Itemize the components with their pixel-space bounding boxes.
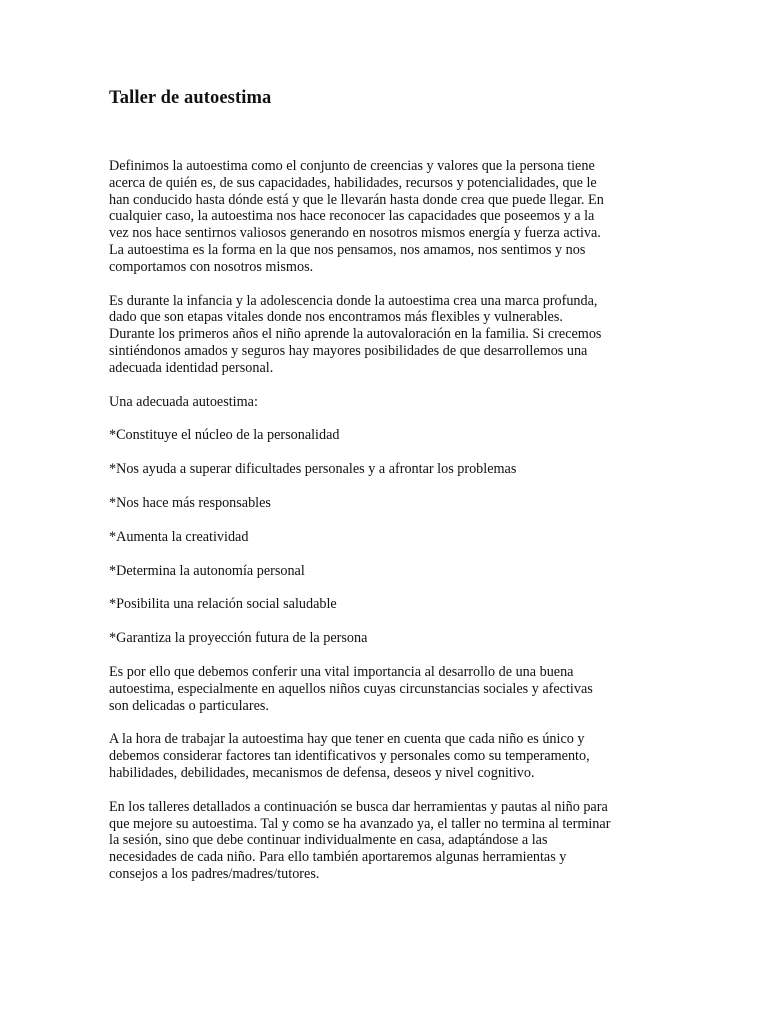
text-line: Definimos la autoestima como el conjunto de creencias y valores que la persona tiene [109,158,595,174]
paragraph-list-intro [109,394,669,411]
list-item: *Aumenta la creatividad [109,528,249,545]
document-title: Taller de autoestima [109,88,272,108]
text-line: consejos a los padres/madres/tutores. [109,865,320,882]
paragraph-importance [109,664,669,714]
text-line: son delicadas o particulares. [109,697,269,714]
text-line: han conducido hasta dónde está y que le llevarán hasta donde crea que puede llegar. En [109,191,604,208]
list-item: *Posibilita una relación social saludable [109,596,337,613]
text-line: Es durante la infancia y la adolescencia donde la autoestima crea una marca profunda, [109,292,598,309]
paragraph-workshops [109,799,669,883]
paragraph-factors [109,731,669,781]
benefits-list [109,427,669,647]
paragraph-childhood [109,293,669,377]
text-line: En los talleres detallados a continuación se busca dar herramientas y pautas al niño para [109,798,608,815]
text-line: sintiéndonos amados y seguros hay mayores posibilidades de que desarrollemos una [109,342,588,359]
text-line: autoestima, especialmente en aquellos niños cuyas circunstancias sociales y afectivas [109,680,593,697]
text-line: dado que son etapas vitales donde nos encontramos más flexibles y vulnerables. [109,309,563,326]
text-line: comportamos con nosotros mismos. [109,258,314,275]
text-line: Es por ello que debemos conferir una vital importancia al desarrollo de una buena [109,663,574,680]
list-item: *Garantiza la proyección futura de la persona [109,630,368,647]
text-line: necesidades de cada niño. Para ello también aportaremos algunas herramientas y [109,849,567,866]
text-line: que mejore su autoestima. Tal y como se ha avanzado ya, el taller no termina al terminar [109,815,611,832]
list-item: *Nos hace más responsables [109,494,271,511]
text-line: vez nos hace sentirnos valiosos generando en nosotros mismos energía y fuerza activa. [109,225,601,242]
text-line: La autoestima es la forma en la que nos pensamos, nos amamos, nos sentimos y nos [109,241,586,258]
text-line: A la hora de trabajar la autoestima hay que tener en cuenta que cada niño es único y [109,731,585,748]
paragraph-definition [109,158,669,276]
text-line: cualquier caso, la autoestima nos hace reconocer las capacidades que poseemos y a la [109,208,595,225]
document-body [109,158,669,900]
text-line: debemos considerar factores tan identificativos y personales como su temperamento, [109,748,590,765]
text-line: adecuada identidad personal. [109,359,274,376]
list-item: *Constituye el núcleo de la personalidad [109,427,340,444]
list-item: *Nos ayuda a superar dificultades personales y a afrontar los problemas [109,461,517,478]
text-line: la sesión, sino que debe continuar individualmente en casa, adaptándose a las [109,832,548,849]
list-item: *Determina la autonomía personal [109,562,305,579]
text-line: Una adecuada autoestima: [109,393,258,410]
text-line: habilidades, debilidades, mecanismos de defensa, deseos y nivel cognitivo. [109,764,535,781]
text-line: Durante los primeros años el niño aprende la autovaloración en la familia. Si crecemos [109,326,602,343]
text-line: acerca de quién es, de sus capacidades, habilidades, recursos y potencialidades, que le [109,174,597,191]
